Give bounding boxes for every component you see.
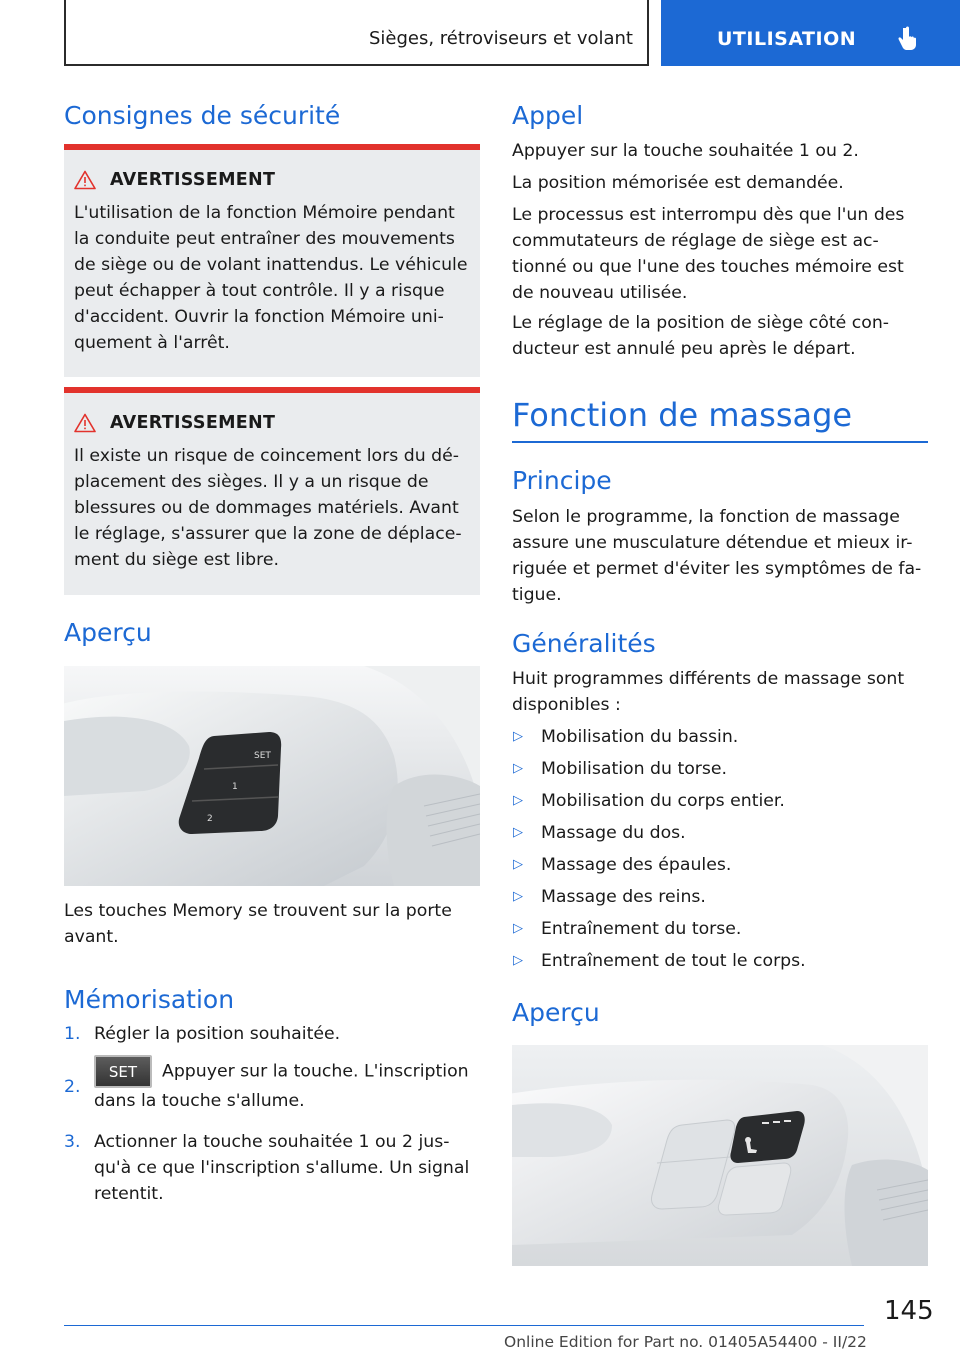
step-item [64,1129,480,1207]
program-list-item [512,916,928,942]
massage-switch-photo [512,1045,928,1266]
photo-label-1: 1 [232,782,238,792]
warning-triangle-icon [74,170,96,190]
warning-title: AVERTISSEMENT [110,413,276,433]
memory-buttons-photo [64,666,480,886]
warning-text: Il existe un risque de coincement lors du dé-placement des sièges. Il y a un risque de blessures ou de dommages matériels. Avant le réglage, s'assurer que la zone de déplace-ment du siège est libre. [74,446,462,570]
header-section-title: Sièges, rétroviseurs et volant [368,28,633,49]
program-list-item [512,724,928,750]
bullet-triangle-icon: ▷ [513,921,523,936]
photo-label-set: SET [254,751,271,761]
program-list-item [512,852,928,878]
call-para: La position mémorisée est demandée. [512,173,844,193]
general-heading: Généralités [512,629,656,658]
general-text: Huit programmes différents de massage sont disponibles : [512,669,905,715]
program-list-item [512,820,928,846]
warning-header [74,413,275,433]
bullet-triangle-icon: ▷ [513,825,523,840]
call-para: Le réglage de la position de siège côté con-ducteur est annulé peu après le départ. [512,313,890,359]
overview-heading-right: Aperçu [512,998,600,1027]
warning-text: L'utilisation de la fonction Mémoire pendant la conduite peut entraîner des mouvements de siège ou de volant inattendus. Le véhicule peut échapper à tout contrôle. Il y a risque d'accident. Ouvrir la fonction Mémoire uni-quement à l'arrêt. [74,203,468,353]
program-label: Entraînement de tout le corps. [541,951,806,971]
step-item [64,1021,480,1047]
bullet-triangle-icon: ▷ [513,729,523,744]
overview-heading-left: Aperçu [64,618,152,647]
warning-header [74,170,275,190]
warning-title: AVERTISSEMENT [110,170,276,190]
hand-touch-icon [895,26,919,54]
warning-box-memory [64,144,480,377]
program-label: Massage des épaules. [541,855,732,875]
call-para: Appuyer sur la touche souhaitée 1 ou 2. [512,141,859,161]
massage-heading-rule [512,441,928,443]
step-number: 2. [64,1077,81,1097]
program-label: Massage des reins. [541,887,706,907]
program-label: Mobilisation du bassin. [541,727,739,747]
program-label: Mobilisation du torse. [541,759,728,779]
principle-text: Selon le programme, la fonction de massage assure une musculature détendue et mieux ir-riguée et permet d'éviter les symptômes de fa-tigue. [512,507,922,605]
step-item [64,1055,480,1114]
memorisation-heading: Mémorisation [64,985,235,1014]
header-chapter-title: UTILISATION [717,28,857,50]
seat-panel-illustration [512,1045,928,1266]
page-number: 145 [884,1296,934,1326]
set-button-icon: SET [94,1055,152,1088]
photo-label-2: 2 [207,814,213,824]
massage-heading: Fonction de massage [512,396,853,434]
bullet-triangle-icon: ▷ [513,761,523,776]
program-label: Mobilisation du corps entier. [541,791,785,811]
door-panel-illustration [64,666,480,886]
program-list-item [512,788,928,814]
principle-heading: Principe [512,466,612,495]
program-label: Entraînement du torse. [541,919,742,939]
header-section-box [64,0,649,66]
call-heading: Appel [512,101,584,130]
photo-caption: Les touches Memory se trouvent sur la porte avant. [64,901,452,947]
edition-footer: Online Edition for Part no. 01405A54400 - II/22 [504,1333,867,1351]
step-text: Appuyer sur la touche. L'inscription dans la touche s'allume. [94,1061,469,1111]
warning-triangle-icon [74,413,96,433]
step-text: Actionner la touche souhaitée 1 ou 2 jus-qu'à ce que l'inscription s'allume. Un signal retentit. [94,1132,470,1204]
bullet-triangle-icon: ▷ [513,793,523,808]
step-text: Régler la position souhaitée. [94,1024,341,1044]
bullet-triangle-icon: ▷ [513,857,523,872]
warning-box-pinching [64,387,480,595]
call-para: Le processus est interrompu dès que l'un des commutateurs de réglage de siège est ac-tionné ou que l'une des touches mémoire est de nouveau utilisée. [512,205,905,303]
footer-rule [64,1325,864,1326]
step-number: 1. [64,1024,81,1044]
bullet-triangle-icon: ▷ [513,889,523,904]
safety-heading: Consignes de sécurité [64,101,341,130]
bullet-triangle-icon: ▷ [513,953,523,968]
program-list-item [512,948,928,974]
header-chapter-tab[interactable] [661,0,960,66]
step-number: 3. [64,1132,81,1152]
program-list-item [512,884,928,910]
program-list-item [512,756,928,782]
step-text-block [94,1055,480,1114]
program-label: Massage du dos. [541,823,686,843]
